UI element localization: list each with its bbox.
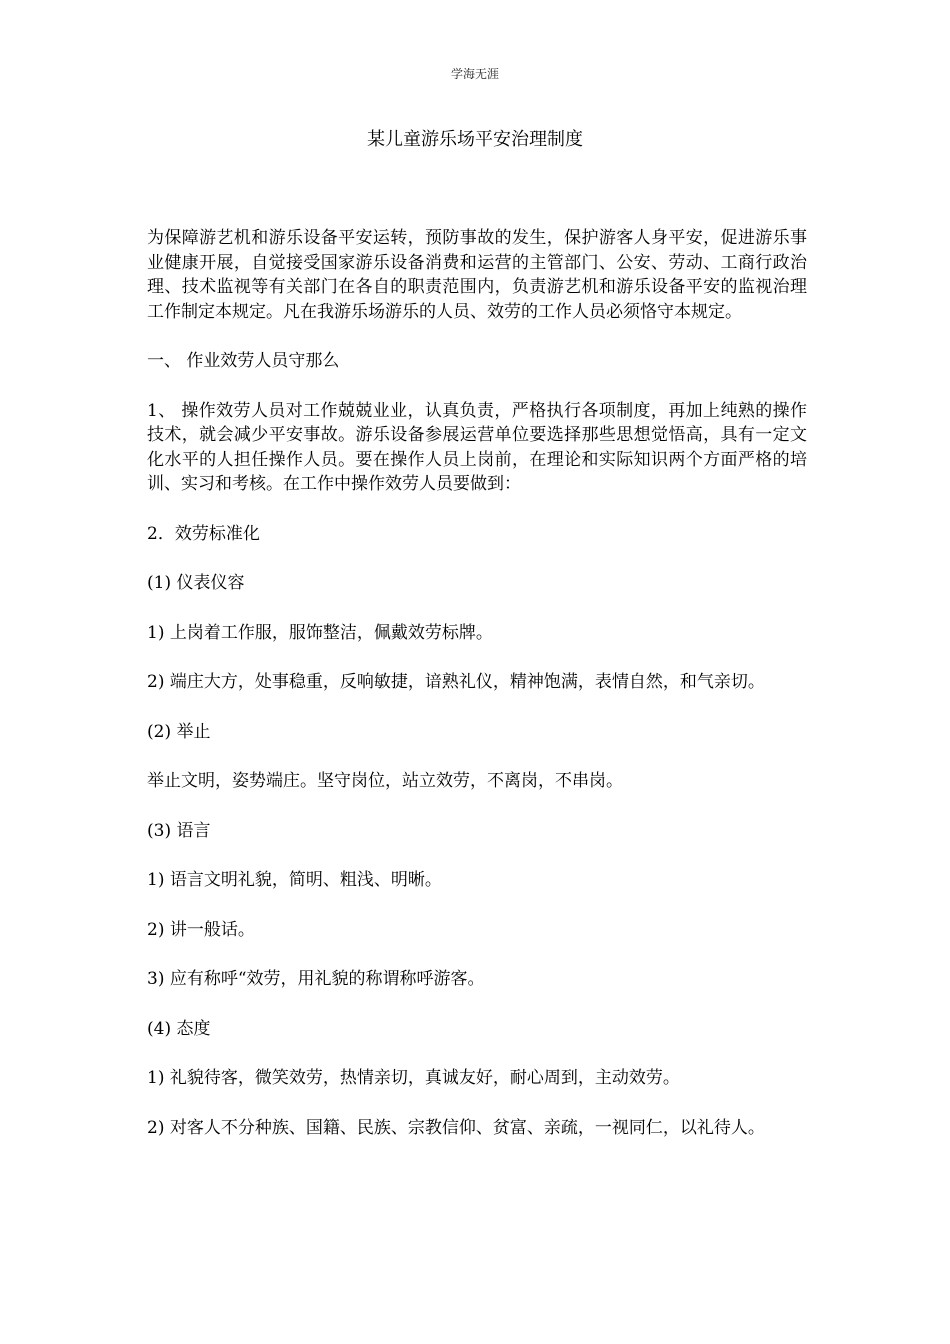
language-item-2: 2) 讲一般话。 xyxy=(147,919,255,940)
language-item-3: 3) 应有称呼“效劳，用礼貌的称谓称呼游客。 xyxy=(147,969,485,989)
page-header: 学海无涯 xyxy=(450,67,499,81)
clause-1-paragraph: 1、 操作效劳人员对工作兢兢业业，认真负责，严格执行各项制度，再加上纯熟的操作技术，就会减少平安事故。游乐设备参展运营单位要选择那些思想觉悟高，具有一定文化水平的人担任操作人员。要在操作人员上岗前，在理论和实际知识两个方面严格的培训、实习和考核。在工作中操作效劳人员要做到： xyxy=(147,400,807,494)
appearance-item-2: 2) 端庄大方，处事稳重，反响敏捷，谙熟礼仪，精神饱满，表情自然，和气亲切。 xyxy=(147,672,765,692)
behavior-text: 举止文明，姿势端庄。坚守岗位，站立效劳，不离岗，不串岗。 xyxy=(147,771,623,791)
attitude-item-1: 1) 礼貌待客，微笑效劳，热情亲切，真诚友好，耐心周到，主动效劳。 xyxy=(147,1068,680,1088)
subheading-attitude: (4) 态度 xyxy=(147,1018,211,1039)
subheading-behavior: (2) 举止 xyxy=(147,721,211,742)
document-body xyxy=(147,226,807,1165)
attitude-item-2: 2) 对客人不分种族、国籍、民族、宗教信仰、贫富、亲疏，一视同仁，以礼待人。 xyxy=(147,1117,765,1138)
language-item-1: 1) 语言文明礼貌，简明、粗浅、明晰。 xyxy=(147,870,442,890)
subheading-language: (3) 语言 xyxy=(147,820,211,841)
subheading-appearance: (1) 仪表仪容 xyxy=(147,573,245,593)
intro-paragraph: 为保障游艺机和游乐设备平安运转，预防事故的发生，保护游客人身平安，促进游乐事业健康开展，自觉接受国家游乐设备消费和运营的主管部门、公安、劳动、工商行政治理、技术监视等有关部门在各自的职责范围内，负责游艺机和游乐设备平安的监视治理工作制定本规定。凡在我游乐场游乐的人员、效劳的工作人员必须恪守本规定。 xyxy=(147,228,807,322)
document-title: 某儿童游乐场平安治理制度 xyxy=(367,129,583,150)
section-heading-1: 一、 作业效劳人员守那么 xyxy=(147,351,340,371)
appearance-item-1: 1) 上岗着工作服，服饰整洁，佩戴效劳标牌。 xyxy=(147,622,493,643)
clause-2-heading: 2．效劳标准化 xyxy=(147,523,260,544)
